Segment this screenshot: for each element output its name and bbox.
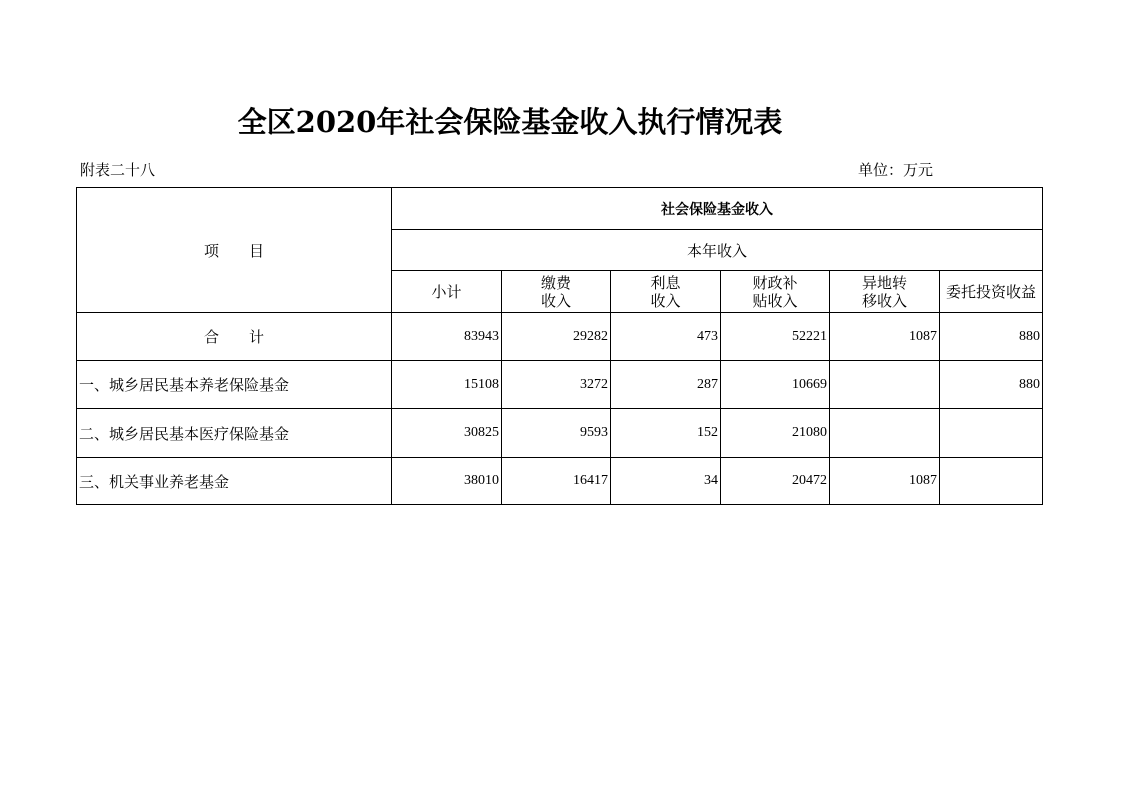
cell-subsidy: 21080 — [721, 409, 830, 458]
cell-subsidy: 10669 — [721, 361, 830, 409]
row-name: 二、城乡居民基本医疗保险基金 — [77, 409, 392, 458]
cell-contribution: 29282 — [502, 313, 611, 361]
header-current-year: 本年收入 — [392, 230, 1043, 271]
cell-contribution: 3272 — [502, 361, 611, 409]
cell-investment: 880 — [940, 313, 1043, 361]
cell-subtotal: 30825 — [392, 409, 502, 458]
header-col-interest: 利息 收入 — [611, 271, 721, 313]
cell-investment — [940, 409, 1043, 458]
cell-contribution: 9593 — [502, 409, 611, 458]
cell-interest: 473 — [611, 313, 721, 361]
row-name: 合 计 — [77, 313, 392, 361]
header-item: 项 目 — [77, 188, 392, 313]
cell-subsidy: 20472 — [721, 458, 830, 505]
header-fund-income: 社会保险基金收入 — [392, 188, 1043, 230]
row-name: 三、机关事业养老基金 — [77, 458, 392, 505]
cell-subtotal: 38010 — [392, 458, 502, 505]
header-col-subtotal: 小计 — [392, 271, 502, 313]
appendix-label: 附表二十八 — [80, 161, 156, 179]
header-col-investment: 委托投资收益 — [940, 271, 1043, 313]
table-row — [77, 313, 1043, 361]
cell-contribution: 16417 — [502, 458, 611, 505]
fund-income-table — [76, 187, 1043, 505]
table-row — [77, 409, 1043, 458]
header-col-subsidy: 财政补 贴收入 — [721, 271, 830, 313]
header-col-contribution: 缴费 收入 — [502, 271, 611, 313]
table-row — [77, 361, 1043, 409]
cell-investment — [940, 458, 1043, 505]
cell-interest: 34 — [611, 458, 721, 505]
cell-interest: 287 — [611, 361, 721, 409]
cell-subsidy: 52221 — [721, 313, 830, 361]
unit-label: 单位：万元 — [858, 161, 934, 179]
cell-transfer: 1087 — [830, 313, 940, 361]
cell-subtotal: 15108 — [392, 361, 502, 409]
header-col-transfer: 异地转 移收入 — [830, 271, 940, 313]
cell-interest: 152 — [611, 409, 721, 458]
cell-transfer — [830, 409, 940, 458]
cell-transfer: 1087 — [830, 458, 940, 505]
table-row — [77, 458, 1043, 505]
cell-investment: 880 — [940, 361, 1043, 409]
page-title: 全区2020年社会保险基金收入执行情况表 — [237, 105, 783, 139]
cell-subtotal: 83943 — [392, 313, 502, 361]
cell-transfer — [830, 361, 940, 409]
row-name: 一、城乡居民基本养老保险基金 — [77, 361, 392, 409]
